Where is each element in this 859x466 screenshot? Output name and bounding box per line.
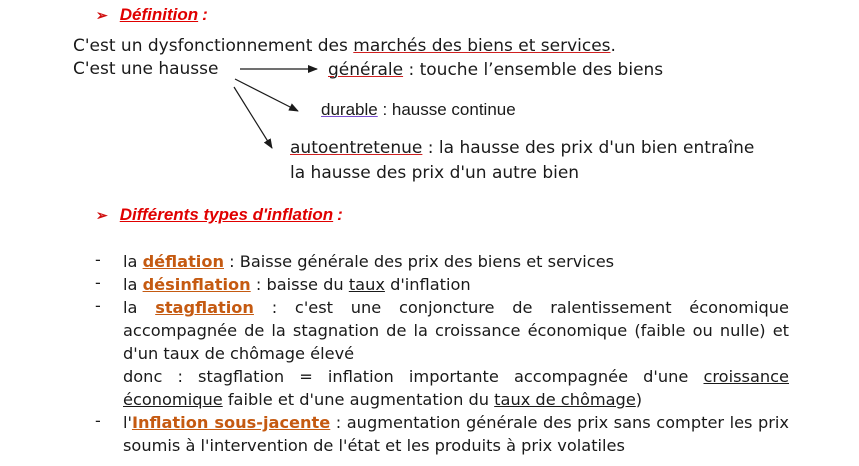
definition-markets-term: marchés des biens et services <box>353 36 611 56</box>
heading-colon: : <box>202 5 208 24</box>
heading-colon: : <box>337 205 343 224</box>
branch-durable <box>321 100 516 120</box>
list-item-stagflation <box>123 296 789 365</box>
stagflation-donc-line <box>123 365 789 411</box>
item-prefix: la <box>123 298 156 317</box>
arrow-bullet-icon: ➢ <box>96 7 108 23</box>
branch-autoentretenue <box>290 138 754 158</box>
list-dash: - <box>95 411 101 430</box>
definition-line-1-suffix: . <box>610 36 616 56</box>
branch-desc-durable: : hausse continue <box>377 100 516 119</box>
term-stagflation: stagflation <box>155 298 254 317</box>
list-dash: - <box>95 296 101 315</box>
definition-line-1-prefix: C'est un dysfonctionnement des <box>73 36 354 56</box>
item-desc: : Baisse générale des prix des biens et services <box>224 252 615 271</box>
item-prefix: la <box>123 275 143 294</box>
arrow-to-durable-icon <box>235 79 298 111</box>
item-desc-part-1: : baisse du <box>250 275 349 294</box>
term-deflation: déflation <box>142 252 224 271</box>
item-desc: : augmentation générale des prix sans compter les prix soumis à l'intervention de l'état et les produits à prix volatiles <box>123 413 789 455</box>
item-desc: : c'est une conjoncture de ralentissement économique accompagnée de la stagnation de la croissance économique (faible ou nulle) et d'un taux de chômage élevé <box>123 298 789 363</box>
list-item-inflation-sous-jacente <box>123 411 789 457</box>
branch-generale <box>328 60 663 80</box>
item-prefix: l' <box>123 413 132 432</box>
arrow-to-autoentretenue-icon <box>234 87 272 148</box>
list-dash: - <box>95 273 101 292</box>
types-heading <box>96 205 343 225</box>
underlined-taux-de-chomage: taux de chômage <box>494 390 636 409</box>
list-item-deflation <box>123 250 789 273</box>
list-dash: - <box>95 250 101 269</box>
donc-end: ) <box>635 390 643 409</box>
underlined-croissance-economique: croissance économique <box>123 367 789 409</box>
branch-term-durable: durable <box>321 100 378 119</box>
branch-autoentretenue-line-2: la hausse des prix d'un autre bien <box>290 163 580 183</box>
item-prefix: la <box>123 252 143 271</box>
branch-term-autoentretenue: autoentretenue <box>290 138 423 158</box>
definition-heading-text: Définition <box>119 5 199 24</box>
list-item-desinflation <box>123 273 789 296</box>
branch-term-generale: générale <box>328 60 404 80</box>
definition-line-2: C'est une hausse <box>73 59 219 79</box>
donc-middle: faible et d'une augmentation du <box>222 390 495 409</box>
donc-prefix: donc : stagflation = inflation importante accompagnée d'une <box>123 367 704 386</box>
branch-desc-generale: : touche l’ensemble des biens <box>403 60 664 80</box>
underlined-taux: taux <box>348 275 385 294</box>
term-desinflation: désinflation <box>142 275 251 294</box>
item-desc-part-2: d'inflation <box>384 275 471 294</box>
types-heading-text: Différents types d'inflation <box>119 205 334 224</box>
arrow-bullet-icon: ➢ <box>96 207 108 223</box>
term-inflation-sous-jacente: Inflation sous-jacente <box>131 413 331 432</box>
branch-desc-autoentretenue: : la hausse des prix d'un bien entraîne <box>422 138 755 158</box>
